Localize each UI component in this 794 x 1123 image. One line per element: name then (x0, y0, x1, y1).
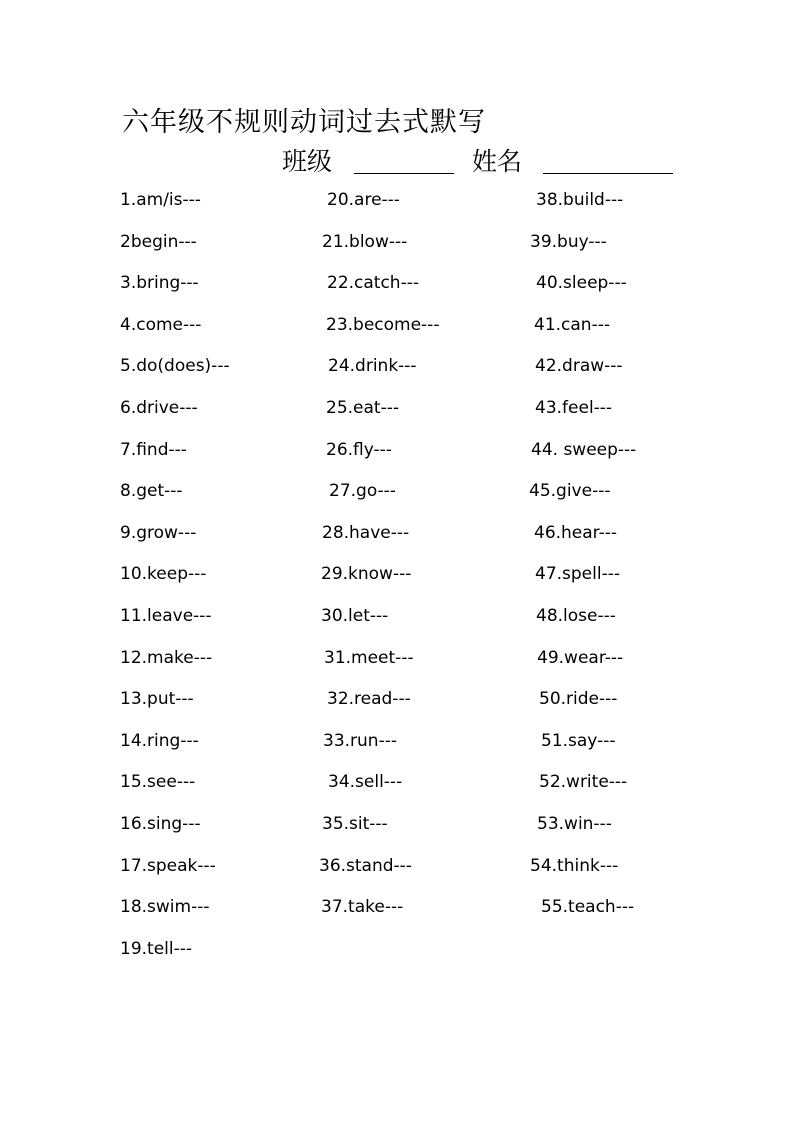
verb-item: 44. sweep--- (531, 439, 637, 460)
verb-item: 45.give--- (529, 481, 611, 502)
verb-item: 16.sing--- (120, 814, 201, 834)
verb-item: 39.buy--- (530, 231, 607, 252)
verb-item: 12.make--- (120, 647, 213, 668)
verb-item: 7.find--- (120, 439, 187, 460)
verb-item: 14.ring--- (120, 730, 199, 751)
verb-item: 43.feel--- (535, 398, 613, 418)
verb-item: 26.fly--- (326, 439, 392, 460)
verb-item: 30.let--- (321, 606, 389, 626)
verb-item: 17.speak--- (120, 855, 216, 876)
verb-item: 50.ride--- (539, 689, 618, 710)
verb-item: 8.get--- (120, 481, 183, 502)
verb-item: 28.have--- (322, 522, 410, 543)
class-blank[interactable] (354, 173, 454, 174)
verb-item: 47.spell--- (535, 564, 620, 585)
verb-item: 22.catch--- (327, 273, 419, 294)
verb-item: 52.write--- (539, 772, 628, 793)
verb-item: 25.eat--- (326, 398, 399, 418)
verb-item: 40.sleep--- (536, 273, 627, 294)
verb-item: 54.think--- (530, 855, 619, 876)
verb-item: 38.build--- (536, 190, 624, 210)
verb-item: 18.swim--- (120, 897, 210, 918)
verb-item: 41.can--- (534, 314, 610, 335)
verb-item: 49.wear--- (537, 647, 624, 668)
verb-item: 4.come--- (120, 314, 202, 335)
verb-item: 32.read--- (327, 689, 411, 710)
verb-item: 5.do(does)--- (120, 356, 230, 377)
verb-item: 42.draw--- (535, 356, 623, 377)
verb-item: 29.know--- (321, 564, 412, 585)
name-blank[interactable] (543, 173, 673, 174)
verb-item: 33.run--- (323, 730, 397, 751)
worksheet-title: 六年级不规则动词过去式默写 (122, 107, 486, 138)
verb-item: 31.meet--- (324, 647, 414, 668)
verb-item: 35.sit--- (322, 814, 388, 834)
verb-item: 11.leave--- (120, 606, 212, 626)
verb-item: 27.go--- (329, 481, 396, 502)
verb-item: 23.become--- (326, 314, 440, 335)
class-label: 班级 (282, 147, 333, 176)
verb-item: 21.blow--- (322, 231, 408, 252)
verb-item: 36.stand--- (319, 855, 412, 876)
verb-item: 20.are--- (327, 190, 400, 210)
verb-item: 55.teach--- (541, 897, 635, 918)
verb-item: 19.tell--- (120, 938, 193, 959)
verb-item: 51.say--- (541, 730, 616, 751)
verb-item: 48.lose--- (536, 606, 616, 626)
verb-item: 13.put--- (120, 689, 194, 710)
name-label: 姓名 (472, 147, 523, 176)
verb-item: 53.win--- (537, 814, 612, 834)
verb-item: 34.sell--- (328, 772, 403, 793)
verb-item: 3.bring--- (120, 273, 199, 294)
verb-item: 1.am/is--- (120, 190, 201, 210)
verb-item: 37.take--- (321, 897, 404, 918)
verb-item: 24.drink--- (328, 356, 417, 377)
verb-item: 6.drive--- (120, 398, 198, 418)
verb-item: 10.keep--- (120, 564, 207, 585)
verb-item: 15.see--- (120, 772, 196, 793)
verb-item: 46.hear--- (534, 522, 617, 543)
verb-item: 2begin--- (120, 231, 197, 252)
verb-item: 9.grow--- (120, 522, 197, 543)
